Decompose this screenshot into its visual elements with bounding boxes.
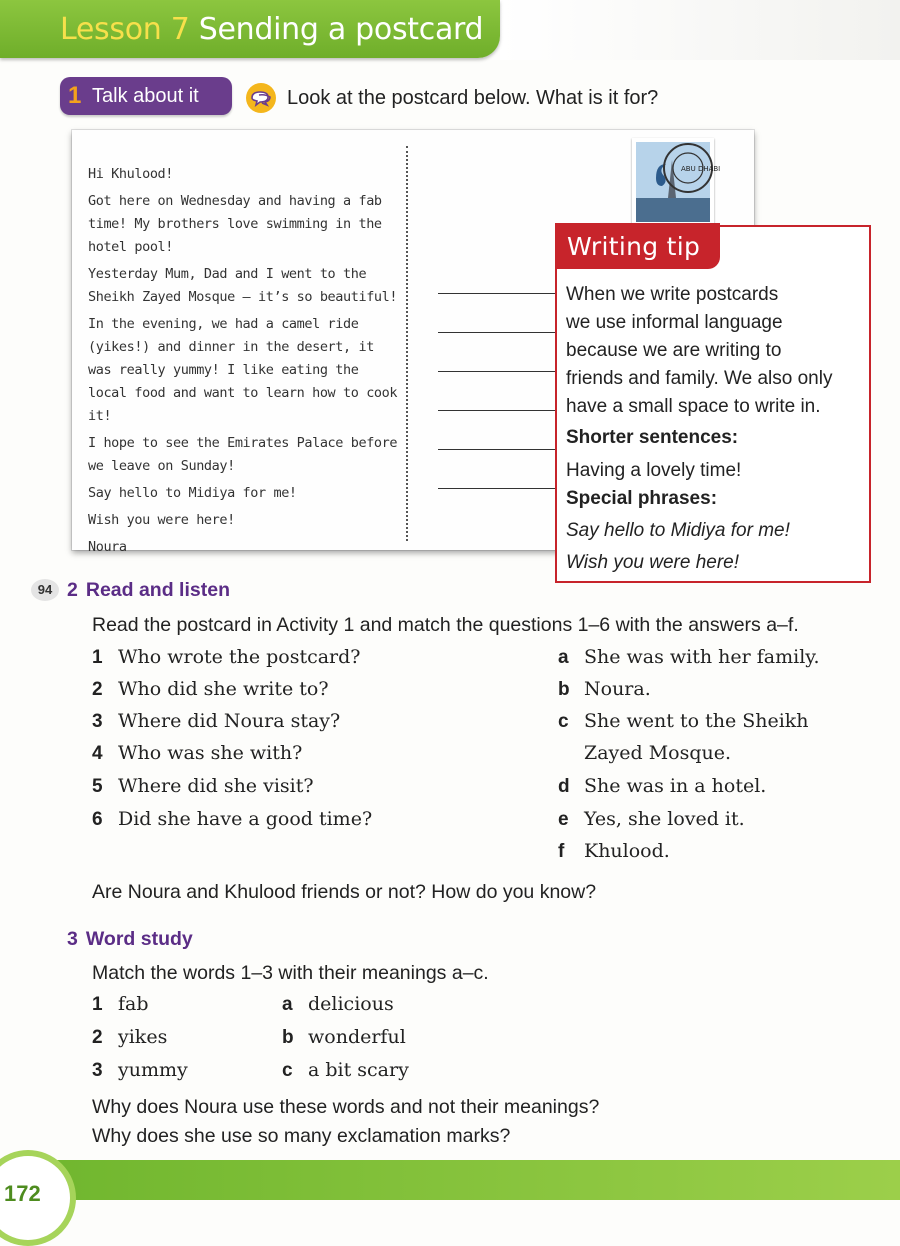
postcard-signature: Noura [88,539,127,555]
postcard-paragraph: Yesterday Mum, Dad and I went to the Sheikh Zayed Mosque – it’s so beautiful! [88,266,398,305]
postcard-paragraph: I hope to see the Emirates Palace before we leave on Sunday! [88,435,398,474]
footer-bar [0,1160,900,1200]
postcard-greeting: Hi Khulood! [88,166,174,182]
section-1-title: Talk about it [92,85,199,107]
lesson-banner [0,0,500,58]
postcard-paragraph: Wish you were here! [88,512,235,528]
question-item: 3 Where did Noura stay? [92,710,341,732]
word-item: 3 yummy [92,1059,188,1081]
answer-item: c She went to the Sheikh [558,710,809,732]
address-line [438,488,556,489]
audio-track-badge: 94 [31,579,59,601]
postcard-paragraph: Say hello to Midiya for me! [88,485,297,501]
page-number: 172 [4,1181,41,1206]
answer-item: d She was in a hotel. [558,775,767,797]
meaning-item: b wonderful [282,1026,406,1048]
answer-item: f Khulood. [558,840,670,862]
address-line [438,293,556,294]
header-background [500,0,900,60]
question-item: 5 Where did she visit? [92,775,314,797]
writing-tip-line: have a small space to write in. [566,396,821,417]
answer-item: e Yes, she loved it. [558,808,745,830]
section-1-pill [60,77,232,115]
writing-tip-line: friends and family. We also only [566,368,833,389]
lesson-name: Sending a postcard [198,12,484,47]
stamp-image [632,138,721,226]
postcard-divider [406,146,408,541]
writing-tip-line: When we write postcards [566,284,779,305]
section-3-number: 3 [67,928,78,950]
speech-bubble-icon [245,82,277,114]
postcard-paragraph: In the evening, we had a camel ride (yikes!) and dinner in the desert, it was really yummy! I like eating the local food and want to learn how to cook it! [88,316,398,424]
writing-tip-header [555,223,720,269]
shorter-sentences-example: Having a lovely time! [566,460,742,481]
word-item: 2 yikes [92,1026,168,1048]
section-1-number: 1 [68,82,82,109]
meaning-item: c a bit scary [282,1059,409,1081]
section-2-title: Read and listen [85,579,230,601]
lesson-title [60,12,483,47]
writing-tip-line: we use informal language [566,312,783,333]
section-3-title: Word study [85,928,193,950]
section-2-followup: Are Noura and Khulood friends or not? How do you know? [92,881,597,903]
address-line [438,371,556,372]
question-item: 2 Who did she write to? [92,678,329,700]
section-1-prompt: Look at the postcard below. What is it for? [287,87,659,109]
word-item: 1 fab [92,993,149,1015]
stamp-postmark-text: ABU DHABI [681,165,721,173]
section-3-heading [67,928,193,951]
postcard-message [88,163,398,563]
special-phrases-heading: Special phrases: [566,488,718,509]
section-3-instruction: Match the words 1–3 with their meanings a–c. [92,962,489,984]
section-3-question: Why does she use so many exclamation marks? [92,1125,511,1147]
address-line [438,410,556,411]
answer-item-continued: Zayed Mosque. [584,742,732,764]
section-2-instruction: Read the postcard in Activity 1 and match the questions 1–6 with the answers a–f. [92,614,799,636]
address-line [438,449,556,450]
postage-stamp [632,138,721,226]
shorter-sentences-heading: Shorter sentences: [566,427,739,448]
answer-item: a She was with her family. [558,646,820,668]
address-line [438,332,556,333]
question-item: 6 Did she have a good time? [92,808,373,830]
lesson-label: Lesson 7 [60,12,190,47]
meaning-item: a delicious [282,993,394,1015]
postcard-paragraph: Got here on Wednesday and having a fab time! My brothers love swimming in the hotel pool! [88,193,382,255]
section-2-number: 2 [67,579,78,601]
answer-item: b Noura. [558,678,651,700]
writing-tip-line: because we are writing to [566,340,782,361]
special-phrase-example: Say hello to Midiya for me! [566,520,790,541]
section-2-heading [67,579,230,602]
special-phrase-example: Wish you were here! [566,552,740,573]
writing-tip-title: Writing tip [567,232,701,261]
question-item: 1 Who wrote the postcard? [92,646,361,668]
section-3-question: Why does Noura use these words and not their meanings? [92,1096,600,1118]
question-item: 4 Who was she with? [92,742,303,764]
